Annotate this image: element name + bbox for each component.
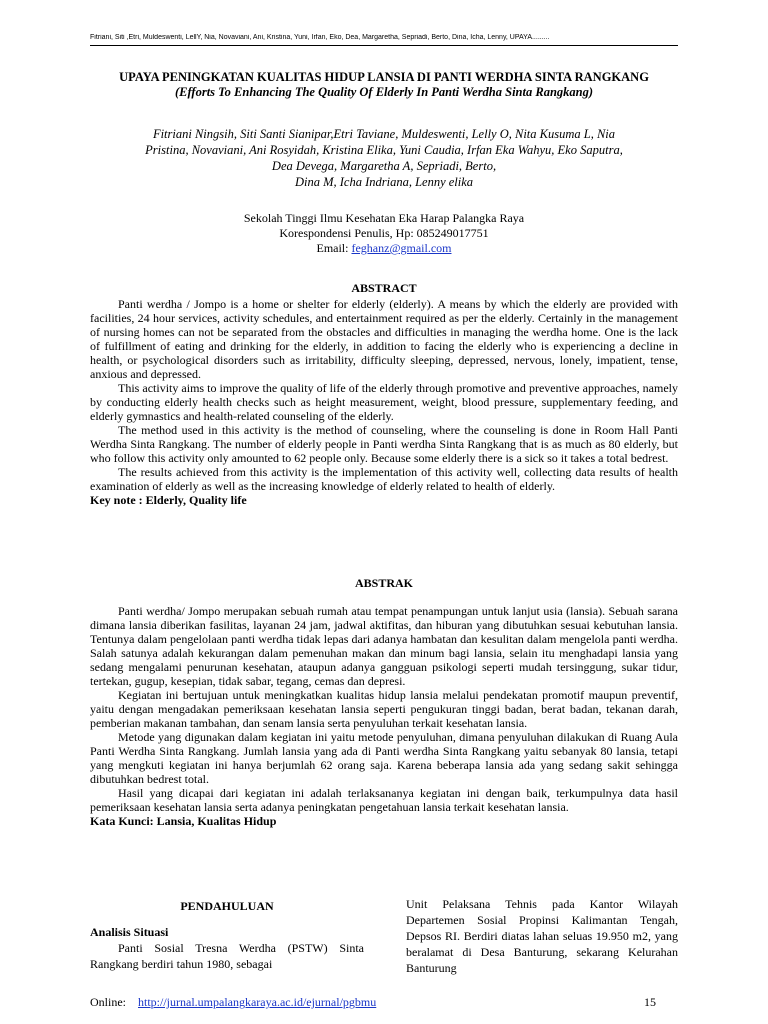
abstrak-section (90, 576, 678, 828)
author-line: Dina M, Icha Indriana, Lenny elika (294, 175, 474, 189)
body-paragraph-continued: Unit Pelaksana Tehnis pada Kantor Wilayah Departemen Sosial Propinsi Kalimantan Tengah, Depsos RI. Berdiri diatas lahan seluas 19.950 m2, yang beralamat di Desa Banturung, sekarang Kelurahan Banturung (406, 897, 678, 975)
abstract-heading: ABSTRACT (351, 281, 417, 295)
author-list (90, 126, 678, 190)
author-line: Pristina, Novaviani, Ani Rosyidah, Kristina Elika, Yuni Caudia, Irfan Eka Wahyu, Eko Saputra, (145, 143, 623, 157)
running-head: Fitriani, Siti ,Etri, Muldeswenti, LellY, Nia, Novaviani, Ani, Kristina, Yuni, Irfan, Eko, Dea, Margaretha, Sepriadi, Berto, Dina, Icha, Lenny, UPAYA......... (90, 34, 550, 41)
institution: Sekolah Tinggi Ilmu Kesehatan Eka Harap Palangka Raya (243, 211, 525, 225)
abstrak-paragraph: Panti werdha/ Jompo merupakan sebuah rumah atau tempat penampungan untuk lanjut usia (lansia). Sebuah sarana dimana lansia diberikan fasilitas, layanan 24 jam, jadwal aktifitas, dan hiburan yang dibutuhkan sesuai kebutuhan lansia. Tentunya dalam pengelolaan panti werdha tidak lepas dari adanya hambatan dan kesulitan dalam mengelola panti werdha. Salah satunya adalah kekurangan dalam pemenuhan makan dan minum bagi lansia, selain itu menghadapi lansia yang sedang mengalami penurunan kesehatan, ataupun adanya gangguan psikologi seperti mudah tersinggung, sukar tidur, tertekan, gugup, kesepian, tidak sabar, tegang, cemas dan depresi. (90, 604, 678, 688)
abstrak-paragraph: Hasil yang dicapai dari kegiatan ini adalah terlaksananya kegiatan ini dengan baik, terkumpulnya data hasil pemeriksaan kesehatan lansia serta adanya peningkatan pengetahuan lansia terkait kesehatan lansia. (90, 786, 678, 814)
body-left-column (90, 898, 364, 972)
author-line: Fitriani Ningsih, Siti Santi Sianipar,Etri Taviane, Muldeswenti, Lelly O, Nita Kusuma L, Nia (152, 127, 616, 141)
correspondence: Korespondensi Penulis, Hp: 085249017751 (279, 226, 489, 240)
title-block (90, 70, 678, 100)
email-label: Email: (316, 241, 352, 255)
abstrak-paragraph: Kegiatan ini bertujuan untuk meningkatkan kualitas hidup lansia melalui pendekatan promotif maupun preventif, yaitu dengan mengadakan pemeriksaan kesehatan lansia seperti pengukuran tinggi badan, berat badan, tekanan darah, pemberian makanan tambahan, dan senam lansia serta penyuluhan terkait kesehatan lansia. (90, 688, 678, 730)
subsection-heading: Analisis Situasi (90, 925, 169, 939)
header-divider (90, 45, 678, 46)
abstract-paragraph: The results achieved from this activity is the implementation of this activity well, collecting data results of health examination of elderly as well as the increasing knowledge of elderly related to health of elderly. (90, 465, 678, 493)
author-line: Dea Devega, Margaretha A, Sepriadi, Berto, (271, 159, 497, 173)
email-line (90, 241, 678, 256)
abstract-paragraph: The method used in this activity is the method of counseling, where the counseling is done in Room Hall Panti Werdha Sinta Rangkang. The number of elderly people in Panti werdha Sinta Rangkang that is as much as 80 elderly, but who follow this activity only amounted to 62 people only. Because some elderly there is a sick so it takes a total bedrest. (90, 423, 678, 465)
journal-url-link[interactable]: http://jurnal.umpalangkaraya.ac.id/ejurnal/pgbmu (138, 995, 377, 1009)
abstract-section (90, 281, 678, 507)
body-paragraph: Panti Sosial Tresna Werdha (PSTW) Sinta Rangkang berdiri tahun 1980, sebagai (90, 941, 364, 971)
abstract-paragraph: This activity aims to improve the quality of life of the elderly through promotive and preventive approaches, namely by conducting elderly health checks such as height measurement, weight, blood pressure, supplementary feeding, and elderly gymnastics and health-related counseling of the elderly. (90, 381, 678, 423)
footer-label: Online: (90, 995, 126, 1009)
paper-subtitle: (Efforts To Enhancing The Quality Of Elderly In Panti Werdha Sinta Rangkang) (174, 85, 594, 99)
section-heading: PENDAHULUAN (180, 899, 274, 913)
abstrak-heading: ABSTRAK (354, 576, 413, 590)
abstract-keywords: Key note : Elderly, Quality life (90, 493, 247, 507)
email-link[interactable]: feghanz@gmail.com (351, 241, 452, 255)
affiliation (90, 211, 678, 256)
abstrak-keywords: Kata Kunci: Lansia, Kualitas Hidup (90, 814, 277, 828)
abstract-paragraph: Panti werdha / Jompo is a home or shelter for elderly (elderly). A means by which the elderly are provided with facilities, 24 hour services, activity schedules, and entertainment required as per the elderly. Certainly in the management of nursing homes can not be separated from the obstacles and difficulties in managing the werdha home. One is the lack of fulfillment of eating and drinking for the elderly, in addition to facing the elderly who is experiencing a decline in health, or psychological disorders such as irritability, difficulty sleeping, depressed, nervous, lonely, impatient, tense, anxious and depressed. (90, 297, 678, 381)
abstrak-paragraph: Metode yang digunakan dalam kegiatan ini yaitu metode penyuluhan, dimana penyuluhan dilakukan di Ruang Aula Panti Werdha Sinta Rangkang. Jumlah lansia yang ada di Panti werdha Sinta Rangkang yaitu sebanyak 80 lansia, tetapi yang mengkuti kegiatan ini hanya berjumlah 62 orang saja. Karena beberapa lansia ada yang sedang sakit sehingga dibutuhkan bedrest total. (90, 730, 678, 786)
paper-title: UPAYA PENINGKATAN KUALITAS HIDUP LANSIA DI PANTI WERDHA SINTA RANGKANG (119, 70, 649, 84)
body-right-column (406, 896, 678, 976)
page-number: 15 (644, 995, 656, 1009)
